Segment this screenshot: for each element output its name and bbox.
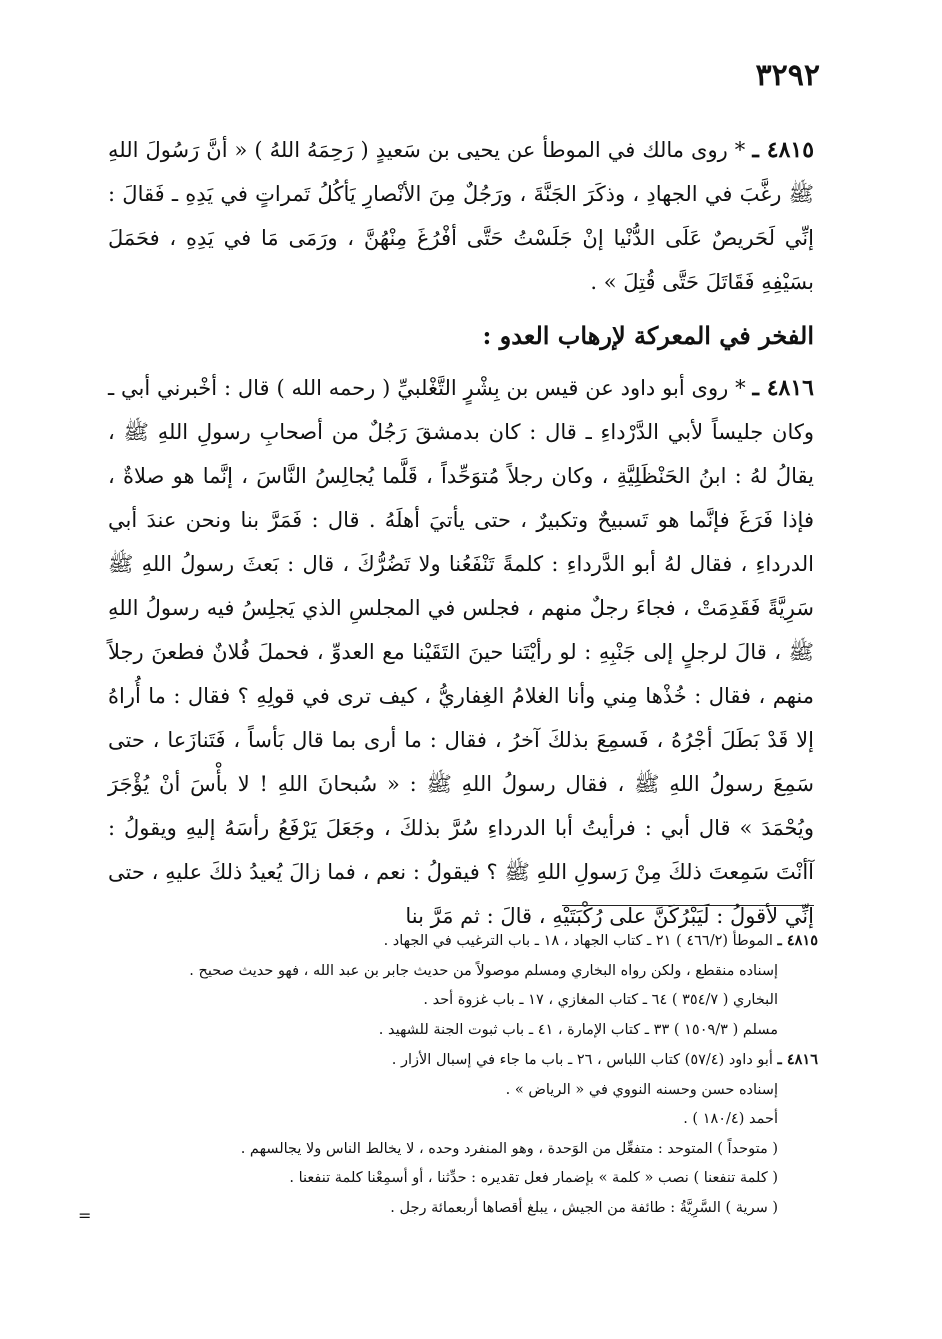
section-heading: الفخر في المعركة لإرهاب العدو : bbox=[482, 321, 814, 350]
footnote-line: أحمد (١٨٠/٤ ) . bbox=[683, 1111, 778, 1127]
hadith-number-4815: ٤٨١٥ ـ bbox=[752, 137, 815, 163]
hadith-text-4816: * روى أبو داود عن قيس بن بِشْرٍ التَّغْلبيِّ ( رحمه الله ) قال : أخْبرني أبي ـ وكان جليساً لأبي الدَّرْداءِ ـ قال : كان بدمشقَ رَجُلٌ من أصحابِ رسولِ اللهِ ﷺ ، يقالُ لهُ : ابنُ الحَنْظَلِيَّةِ ، وكان رجلاً مُتوَحِّداً ، قَلَّما يُجالِسُ النَّاسَ ، إنَّما هو صلاةٌ ، فإذا فَرَغَ فإنَّما هو تَسبيحٌ وتكبيرٌ ، حتى يأتيَ أهلَهُ . قال : فَمَرَّ بنا ونحن عندَ أبي الدرداءِ ، فقال لهُ أبو الدَّرداءِ : كلمةً تَنْفَعُنا ولا تَضُرُّكَ ، قال : بَعثَ رسولُ اللهِ ﷺ سَرِيَّةً فَقَدِمَتْ ، فجاءَ رجلٌ منهم ، فجلس في المجلسِ الذي يَجلِسُ فيه رسولُ اللهِ ﷺ ، قالَ لرجلٍ إلى جَنْبِهِ : لو رأيْتَنا حينَ التَقَيْنا مع العدوِّ ، فحملَ فُلانٌ فطعنَ رجلاً منهم ، فقال : خُذْها مِني وأنا الغلامُ الغِفاريُّ ، كيف ترى في قولِهِ ؟ فقال : ما أُراهُ إلا قَدْ بَطَلَ أجْرُهُ ، فَسمِعَ بذلكَ آخرُ ، فقال : ما أرى بما قال بَأساً ، فَتَنازَعا ، حتى سَمِعَ رسولُ اللهِ ﷺ ، فقال رسولُ اللهِ ﷺ : « سُبحانَ اللهِ ! لا بأْسَ أنْ يُؤْجَرَ ويُحْمَدَ » قال أبي : فرأيتُ أبا الدرداءِ سُرَّ بذلكَ ، وجَعَلَ يَرْفَعُ رأسَهُ إليهِ ويقولُ : آأنْتَ سَمِعتَ ذلكَ مِنْ رَسولِ اللهِ ﷺ ؟ فيقولُ : نعم ، فما زالَ يُعيدُ ذلكَ عليهِ ، حتى إنِّي لأقولُ : لَيَبْرُكَنَّ على رُكْبَتَيْهِ ، قالَ : ثم مَرَّ بنا bbox=[108, 376, 815, 928]
footnote-line: إسناده حسن وحسنه النووي في « الرياض » . bbox=[505, 1081, 778, 1098]
hadith-4816 bbox=[108, 366, 814, 938]
footnote-4816-source bbox=[160, 1045, 818, 1076]
footnotes bbox=[160, 926, 818, 1223]
hadith-text-4815: * روى مالك في الموطأ عن يحيى بن سَعيدٍ ( رَحِمَهُ اللهُ ) « أنَّ رَسُولَ اللهِ ﷺ رغَّبَ في الجهادِ ، وذكَرَ الجَنَّةَ ، ورَجُلٌ مِنَ الأنْصارِ يَأكُلُ تَمراتٍ في يَدِهِ ـ فَقالَ : إنِّي لَحَريصٌ عَلَى الدُّنْيا إنْ جَلَسْتُ حَتَّى أفْرُغَ مِنْهُنَّ ، ورَمَى مَا في يَدِهِ ، فحَمَلَ بسَيْفِهِ فَقَاتَلَ حَتَّى قُتِلَ » . bbox=[108, 138, 814, 294]
hadith-number-4816: ٤٨١٦ ـ bbox=[752, 375, 814, 401]
footnote-line: ( سرية ) السَّرِيَّةُ : طائفة من الجيش ، يبلغ أقصاها أربعمائة رجل . bbox=[390, 1199, 778, 1216]
footnote-line: البخاري ( ٣٥٤/٧ ) ٦٤ ـ كتاب المغازي ، ١٧ ـ باب غزوة أحد . bbox=[423, 992, 778, 1008]
hadith-4815 bbox=[108, 128, 814, 304]
footnote-number-4816: ٤٨١٦ ـ bbox=[777, 1051, 818, 1068]
footnote-4815-source bbox=[160, 926, 818, 957]
footnote-line: ( كلمة تنفعنا ) نصب « كلمة » بإضمار فعل تقديره : حدِّثنا ، أو أسمِعْنا كلمة تنفعنا . bbox=[289, 1170, 778, 1186]
page-number: ٣٢٩٢ bbox=[755, 58, 820, 93]
margin-mark: = bbox=[78, 1206, 92, 1225]
footnote-divider bbox=[562, 905, 814, 906]
footnote-line: إسناده منقطع ، ولكن رواه البخاري ومسلم موصولاً من حديث جابر بن عبد الله ، فهو حديث صحيح . bbox=[189, 962, 778, 979]
footnote-source-text: أبو داود (٥٧/٤) كتاب اللباس ، ٢٦ ـ باب ما جاء في إسبال الأزار . bbox=[391, 1052, 773, 1068]
footnote-line: ( متوحداً ) المتوحد : متفعِّل من الوَحدة ، وهو المنفرد وحده ، لا يخالط الناس ولا يجالسهم . bbox=[240, 1140, 778, 1157]
footnote-line: مسلم ( ١٥٠٩/٣ ) ٣٣ ـ كتاب الإمارة ، ٤١ ـ باب ثبوت الجنة للشهيد . bbox=[378, 1021, 778, 1038]
footnote-source-text: الموطأ (٤٦٦/٢ ) ٢١ ـ كتاب الجهاد ، ١٨ ـ باب الترغيب في الجهاد . bbox=[383, 933, 773, 949]
footnote-number-4815: ٤٨١٥ ـ bbox=[777, 932, 818, 949]
main-text bbox=[108, 128, 814, 938]
